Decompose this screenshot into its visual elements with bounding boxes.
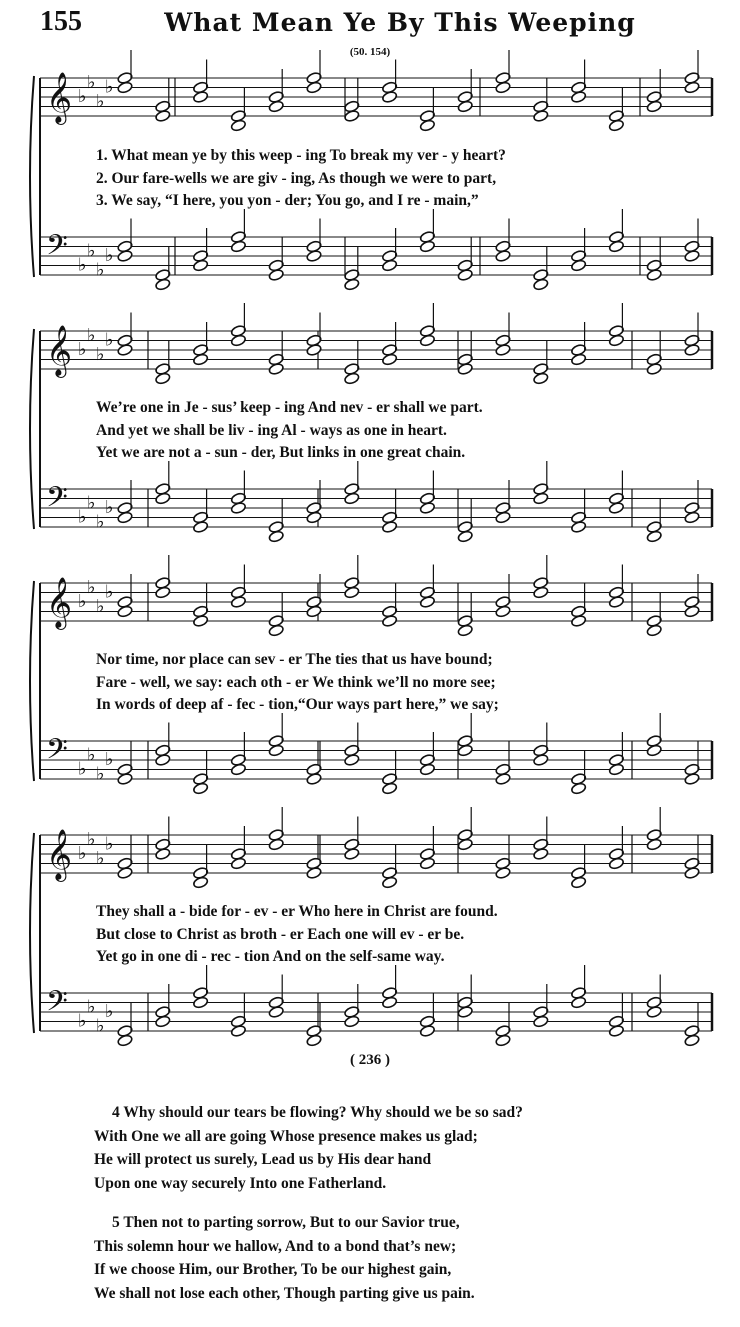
bass-clef-icon: 𝄢 [46,984,68,1025]
note-head [646,268,662,281]
note-head [155,753,171,766]
flat-icon: ♭ [87,71,96,93]
note-head [608,240,624,253]
note-head [230,240,246,253]
note-head [571,876,587,889]
flat-icon: ♭ [87,492,96,514]
note-head [117,605,133,618]
lyric-line: In words of deep af - fec - tion,“Our ways part here,” we say; [96,696,499,713]
note-head [268,1005,284,1018]
flat-icon: ♭ [87,744,96,766]
note-head [382,353,398,366]
note-head [117,81,133,94]
flat-icon: ♭ [105,245,114,266]
note-head [419,763,435,776]
note-head [571,782,587,795]
note-head [344,586,360,599]
note-head [193,876,209,889]
system-brace [30,329,34,529]
flat-icon: ♭ [78,86,87,107]
note-head [268,530,284,543]
note-head [193,259,209,272]
flat-icon: ♭ [96,847,105,869]
note-head [646,624,662,637]
note-head [230,595,246,608]
hymn-title: What Mean Ye By This Weeping [164,8,636,37]
note-head [533,847,549,860]
stanza-line: If we choose Him, our Brother, To be our highest gain, [94,1261,452,1278]
note-head [117,866,133,879]
note-head [419,595,435,608]
lyric-line: But close to Christ as broth - er Each one will ev - er be. [96,925,465,943]
note-head [230,334,246,347]
note-head [608,595,624,608]
note-head [193,614,209,627]
treble-clef-icon: 𝄞 [46,325,73,377]
note-head [646,362,662,375]
lyrics-system-2 [96,399,691,467]
stanza-line: 4 Why should our tears be flowing? Why should we be so sad? [112,1104,523,1121]
flat-icon: ♭ [78,339,87,360]
note-head [495,866,511,879]
page-number: ( 236 ) [350,1052,390,1068]
note-head [230,501,246,514]
note-head [684,605,700,618]
note-head [684,249,700,262]
hymn-number: 155 [40,6,82,37]
flat-icon: ♭ [96,595,105,617]
note-head [419,857,435,870]
flat-icon: ♭ [105,833,114,855]
note-head [495,511,511,524]
note-head [344,492,360,505]
note-head [571,353,587,366]
flat-icon: ♭ [96,763,105,785]
note-head [193,520,209,533]
note-head [571,520,587,533]
stanza-line: He will protect us surely, Lead us by His dear hand [94,1151,432,1168]
flat-icon: ♭ [105,76,114,98]
note-head [344,847,360,860]
note-head [533,372,549,385]
lyrics-system-1 [96,147,691,215]
note-head [533,492,549,505]
note-head [306,866,322,879]
note-head [646,744,662,757]
note-head [306,343,322,356]
flat-icon: ♭ [78,506,87,528]
note-head [230,857,246,870]
lyric-line: They shall a - bide for - ev - er Who here in Christ are found. [96,903,498,920]
hymn-reference: (50. 154) [349,46,391,58]
note-head [495,343,511,356]
note-head [608,857,624,870]
note-head [193,996,209,1009]
flat-icon: ♭ [96,259,105,281]
note-head [608,334,624,347]
flat-icon: ♭ [96,1015,105,1037]
note-head [382,614,398,627]
lyric-line: We’re one in Je - sus’ keep - ing And nev - er shall we part. [96,399,483,416]
note-head [684,511,700,524]
note-head [646,1005,662,1018]
lyric-line: Yet go in one di - rec - tion And on the self-same way. [96,948,445,965]
flat-icon: ♭ [96,90,105,112]
flat-icon: ♭ [87,240,96,262]
note-head [117,343,133,356]
stanza-line: We shall not lose each other, Though parting give us pain. [94,1284,475,1302]
lyrics-system-3 [96,651,691,719]
lyric-line: Fare - well, we say: each oth - er We think we’ll no more see; [96,673,496,691]
note-head [684,772,700,785]
note-head [684,1034,700,1047]
note-head [571,259,587,272]
note-head [382,259,398,272]
treble-clef-icon: 𝄞 [46,72,73,124]
note-head [495,1034,511,1047]
flat-icon: ♭ [78,1010,87,1032]
bass-clef-icon: 𝄢 [46,480,68,521]
note-head [193,782,209,795]
flat-icon: ♭ [105,497,114,518]
treble-clef-icon: 𝄞 [46,829,73,881]
flat-icon: ♭ [87,996,96,1018]
note-head [684,343,700,356]
note-head [457,268,473,281]
note-head [155,109,171,122]
note-head [117,772,133,785]
note-head [571,90,587,103]
note-head [230,763,246,776]
note-head [344,109,360,122]
note-head [533,278,549,291]
note-head [382,876,398,889]
stanza-line: 5 Then not to parting sorrow, But to our Savior true, [112,1214,460,1231]
flat-icon: ♭ [87,576,96,598]
note-head [268,100,284,113]
note-head [684,81,700,94]
note-head [495,81,511,94]
note-head [457,838,473,851]
note-head [268,838,284,851]
note-head [155,278,171,291]
note-head [495,249,511,262]
flat-icon: ♭ [78,843,87,864]
lyrics-system-4 [96,903,691,971]
note-head [117,511,133,524]
note-head [646,530,662,543]
note-head [419,334,435,347]
note-head [306,511,322,524]
note-head [230,1024,246,1037]
note-head [646,838,662,851]
flat-icon: ♭ [78,591,87,612]
note-head [155,847,171,860]
lyric-line: 1. What mean ye by this weep - ing To break my ver - y heart? [96,147,506,164]
note-head [495,605,511,618]
note-head [533,1015,549,1028]
note-head [155,492,171,505]
treble-clef-icon: 𝄞 [46,577,73,629]
note-head [382,90,398,103]
note-head [306,81,322,94]
note-head [457,1005,473,1018]
lyric-line: 2. Our fare-wells we are giv - ing, As though we were to part, [96,169,497,187]
note-head [495,772,511,785]
note-head [306,1034,322,1047]
stanza-line: This solemn hour we hallow, And to a bond that’s new; [94,1237,457,1255]
note-head [457,100,473,113]
flat-icon: ♭ [105,581,114,603]
stanza-line: With One we all are going Whose presence makes us glad; [94,1127,478,1145]
note-head [344,1015,360,1028]
note-head [382,996,398,1009]
note-head [117,249,133,262]
lyric-line: And yet we shall be liv - ing Al - ways as one in heart. [96,421,447,439]
note-head [457,744,473,757]
flat-icon: ♭ [78,758,87,780]
note-head [155,1015,171,1028]
note-head [155,586,171,599]
note-head [117,1034,133,1047]
flat-icon: ♭ [96,511,105,533]
note-head [646,100,662,113]
note-head [684,866,700,879]
note-head [268,624,284,637]
note-head [419,501,435,514]
note-head [457,624,473,637]
note-head [533,753,549,766]
note-head [230,119,246,132]
note-head [419,119,435,132]
flat-icon: ♭ [105,749,114,770]
system-brace [30,76,34,277]
stanza-4 [94,1101,523,1195]
bass-clef-icon: 𝄢 [46,732,68,773]
note-head [306,605,322,618]
stanza-5 [94,1211,475,1305]
note-head [193,90,209,103]
flat-icon: ♭ [96,343,105,365]
note-head [533,586,549,599]
note-head [608,763,624,776]
note-head [608,501,624,514]
note-head [344,753,360,766]
note-head [457,530,473,543]
note-head [268,268,284,281]
bass-clef-icon: 𝄢 [46,228,68,269]
note-head [382,782,398,795]
note-head [608,119,624,132]
stanza-line: Upon one way securely Into one Fatherland. [94,1174,387,1192]
flat-icon: ♭ [78,254,87,276]
lyric-line: 3. We say, “I here, you yon - der; You go, and I re - main,” [96,192,479,209]
note-head [344,372,360,385]
flat-icon: ♭ [105,329,114,351]
lyric-line: Yet we are not a - sun - der, But links in one great chain. [96,444,466,461]
note-head [571,614,587,627]
flat-icon: ♭ [87,324,96,346]
note-head [306,772,322,785]
lyric-line: Nor time, nor place can sev - er The ties that us have bound; [96,651,493,668]
note-head [382,520,398,533]
note-head [419,1024,435,1037]
note-head [306,249,322,262]
note-head [457,362,473,375]
note-head [608,1024,624,1037]
note-head [155,372,171,385]
flat-icon: ♭ [105,1001,114,1022]
note-head [193,353,209,366]
note-head [268,744,284,757]
system-brace [30,833,34,1033]
note-head [419,240,435,253]
system-brace [30,581,34,781]
note-head [533,109,549,122]
note-head [571,996,587,1009]
note-head [268,362,284,375]
note-head [344,278,360,291]
flat-icon: ♭ [87,828,96,850]
